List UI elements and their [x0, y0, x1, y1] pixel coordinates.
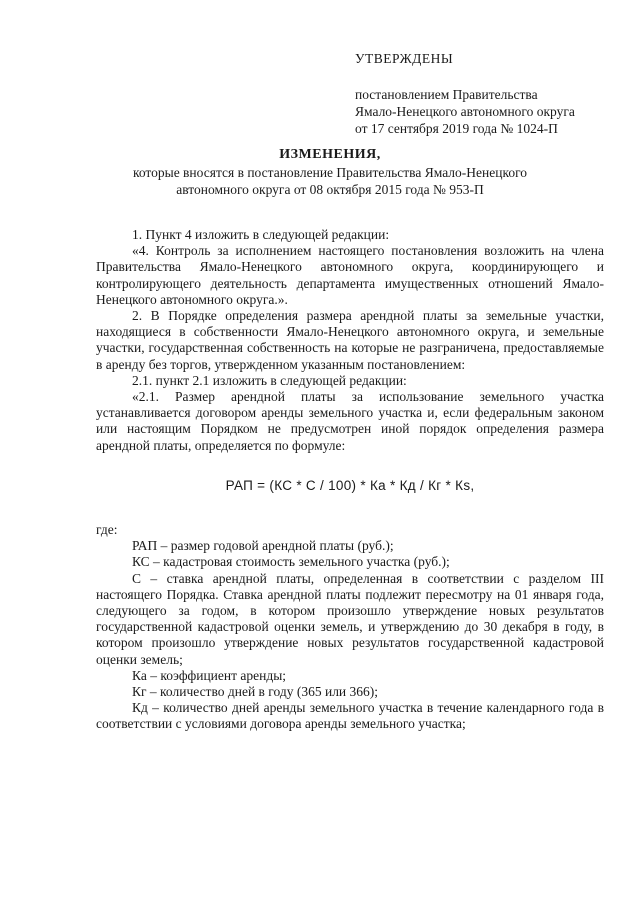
- item-2-1-intro: 2.1. пункт 2.1 изложить в следующей редакции:: [132, 372, 407, 388]
- approval-title: УТВЕРЖДЕНЫ: [355, 51, 454, 66]
- item-2-intro: 2. В Порядке определения размера арендной платы за земельные участки, находящиеся в собственности Ямало-Ненецкого автономного округа, и земельные участки, государственная собственность на которые не разграничена, предоставляемые в аренду без торгов, утвержденном указанным постановлением:: [96, 308, 604, 372]
- document-title: ИЗМЕНЕНИЯ,: [279, 147, 381, 162]
- approval-line-2: Ямало-Ненецкого автономного округа: [355, 104, 575, 119]
- definition-kg: Кг – количество дней в году (365 или 366);: [132, 684, 379, 700]
- heading-block: [95, 146, 565, 198]
- item-1-text: «4. Контроль за исполнением настоящего постановления возложить на члена Правительства Ямало-Ненецкого автономного округа, координирующего и контролирующего деятельность департамента имущественных отношений Ямало-Ненецкого автономного округа.».: [96, 243, 604, 307]
- approval-block: [355, 50, 625, 137]
- rent-formula: РАП = (КС * С / 100) * Ка * Кд / Кг * Кs,: [225, 477, 475, 493]
- item-2-1-text: «2.1. Размер арендной платы за использование земельного участка устанавливается договором аренды земельного участка и, если федеральным законом или настоящим Порядком не предусмотрен иной порядок определения размера арендной платы, определяется по формуле:: [96, 389, 604, 453]
- item-1-intro: 1. Пункт 4 изложить в следующей редакции:: [132, 227, 390, 242]
- definition-kd: Кд – количество дней аренды земельного участка в течение календарного года в соответствии с условиями договора аренды земельного участка;: [96, 700, 604, 732]
- definition-c: С – ставка арендной платы, определенная в соответствии с разделом III настоящего Порядка. Ставка арендной платы подлежит пересмотру на 01 января года, следующего за годом, в котором произошло утверждение новых результатов государственной кадастровой оценки земель, и утверждению до 30 декабря в году, в котором произошло утверждение новых результатов государственной кадастровой оценки земель;: [96, 570, 604, 667]
- definition-ks: КС – кадастровая стоимость земельного участка (руб.);: [132, 554, 450, 570]
- approval-line-3: от 17 сентября 2019 года № 1024-П: [355, 121, 558, 136]
- definition-rap: РАП – размер годовой арендной платы (руб.);: [132, 538, 394, 554]
- approval-line-1: постановлением Правительства: [355, 87, 538, 102]
- document-subtitle-line-2: автономного округа от 08 октября 2015 года № 953-П: [176, 182, 484, 197]
- document-subtitle-line-1: которые вносятся в постановление Правительства Ямало-Ненецкого: [132, 165, 528, 180]
- where-label: где:: [96, 522, 118, 538]
- document-body: [96, 227, 604, 733]
- definition-ka: Ка – коэффициент аренды;: [132, 667, 287, 683]
